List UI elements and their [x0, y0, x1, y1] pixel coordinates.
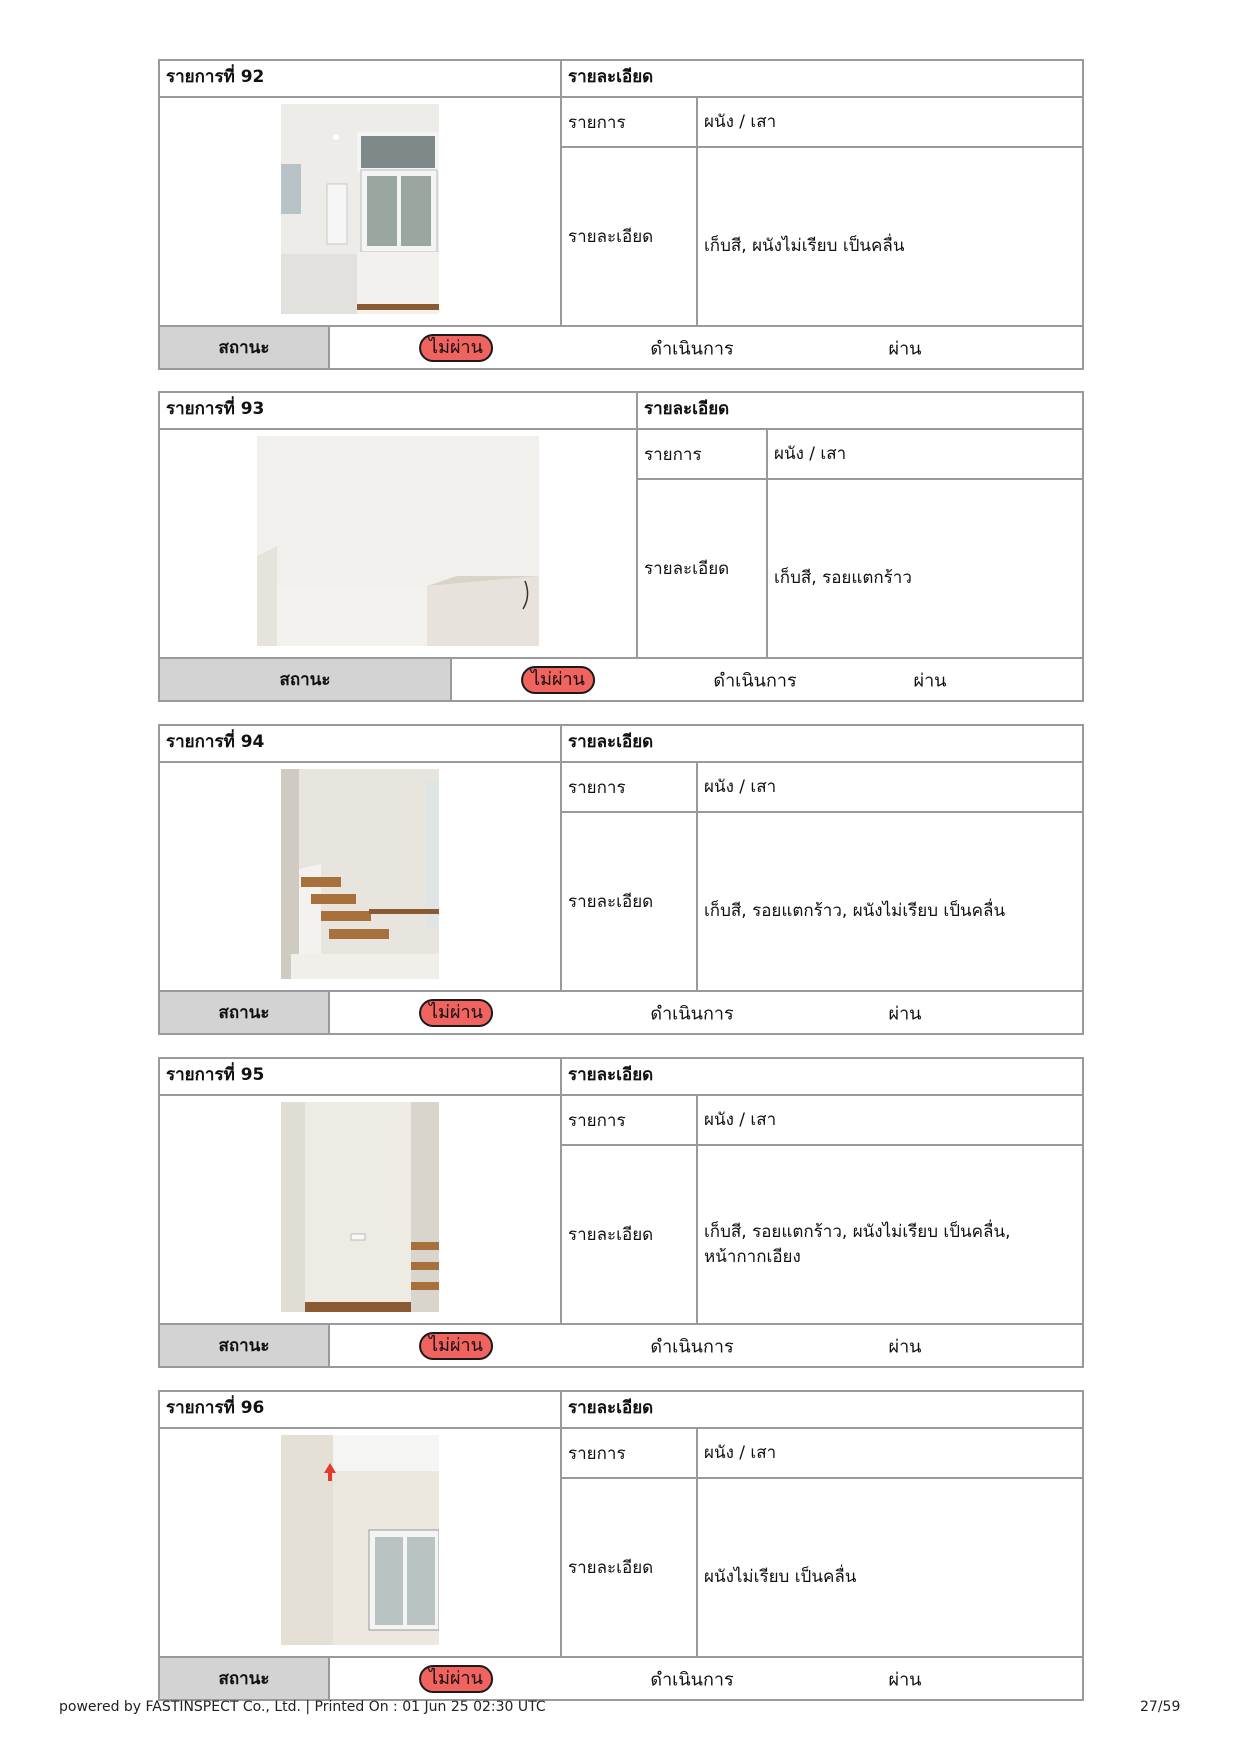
status-fail-badge[interactable]: ไม่ผ่าน [419, 999, 493, 1027]
detail-header: รายละเอียด [568, 1398, 654, 1418]
photo-cell [160, 98, 562, 325]
inspection-photo[interactable] [281, 769, 439, 979]
status-in-progress[interactable]: ดำเนินการ [650, 1669, 734, 1690]
item-value: ผนัง / เสา [704, 1442, 777, 1463]
status-pass[interactable]: ผ่าน [888, 1003, 922, 1024]
item-label: รายการ [638, 430, 768, 478]
inspection-photo[interactable] [281, 104, 439, 314]
detail-header: รายละเอียด [568, 67, 654, 87]
status-options [452, 659, 1082, 700]
item-label: รายการ [562, 98, 698, 146]
item-title: รายการที่ 95 [160, 1059, 562, 1094]
inspection-item-94 [158, 724, 1084, 1035]
status-options [330, 1658, 1082, 1699]
detail-header: รายละเอียด [568, 732, 654, 752]
status-options [330, 992, 1082, 1033]
description-value: เก็บสี, รอยแตกร้าว, ผนังไม่เรียบ เป็นคลื่น, หน้ากากเอียง [704, 1221, 1011, 1267]
item-title: รายการที่ 92 [160, 61, 562, 96]
status-fail-badge[interactable]: ไม่ผ่าน [521, 666, 595, 694]
description-value: เก็บสี, ผนังไม่เรียบ เป็นคลื่น [704, 236, 905, 256]
detail-header: รายละเอียด [644, 399, 730, 419]
inspection-item-92 [158, 59, 1084, 370]
status-pass[interactable]: ผ่าน [888, 1336, 922, 1357]
item-value: ผนัง / เสา [704, 111, 777, 132]
inspection-item-93 [158, 391, 1084, 702]
item-title: รายการที่ 96 [160, 1392, 562, 1427]
status-pass[interactable]: ผ่าน [888, 338, 922, 359]
status-label: สถานะ [160, 1658, 330, 1699]
status-label: สถานะ [160, 327, 330, 368]
description-value: เก็บสี, รอยแตกร้าว, ผนังไม่เรียบ เป็นคลื่น [704, 901, 1006, 921]
item-value: ผนัง / เสา [704, 1109, 777, 1130]
item-title: รายการที่ 94 [160, 726, 562, 761]
item-title: รายการที่ 93 [160, 393, 638, 428]
status-pass[interactable]: ผ่าน [913, 670, 947, 691]
inspection-photo[interactable] [257, 436, 539, 646]
status-options [330, 1325, 1082, 1366]
photo-cell [160, 763, 562, 990]
status-fail-badge[interactable]: ไม่ผ่าน [419, 334, 493, 362]
description-label: รายละเอียด [562, 148, 698, 325]
status-in-progress[interactable]: ดำเนินการ [650, 338, 734, 359]
inspection-item-95 [158, 1057, 1084, 1368]
item-value: ผนัง / เสา [704, 776, 777, 797]
status-label: สถานะ [160, 1325, 330, 1366]
status-fail-badge[interactable]: ไม่ผ่าน [419, 1665, 493, 1693]
description-label: รายละเอียด [562, 1479, 698, 1656]
item-label: รายการ [562, 763, 698, 811]
item-label: รายการ [562, 1096, 698, 1144]
item-value: ผนัง / เสา [774, 443, 847, 464]
description-label: รายละเอียด [638, 480, 768, 657]
description-value: เก็บสี, รอยแตกร้าว [774, 568, 912, 588]
photo-cell [160, 1096, 562, 1323]
status-fail-badge[interactable]: ไม่ผ่าน [419, 1332, 493, 1360]
status-label: สถานะ [160, 992, 330, 1033]
photo-cell [160, 1429, 562, 1656]
page-number: 27/59 [1140, 1699, 1181, 1715]
status-pass[interactable]: ผ่าน [888, 1669, 922, 1690]
inspection-photo[interactable] [281, 1102, 439, 1312]
status-in-progress[interactable]: ดำเนินการ [713, 670, 797, 691]
description-label: รายละเอียด [562, 1146, 698, 1323]
description-label: รายละเอียด [562, 813, 698, 990]
inspection-photo[interactable] [281, 1435, 439, 1645]
item-label: รายการ [562, 1429, 698, 1477]
status-in-progress[interactable]: ดำเนินการ [650, 1336, 734, 1357]
detail-header: รายละเอียด [568, 1065, 654, 1085]
photo-cell [160, 430, 638, 657]
footer-printed-info: powered by FASTINSPECT Co., Ltd. | Printed On : 01 Jun 25 02:30 UTC [59, 1699, 546, 1715]
description-value: ผนังไม่เรียบ เป็นคลื่น [704, 1567, 857, 1587]
status-in-progress[interactable]: ดำเนินการ [650, 1003, 734, 1024]
status-options [330, 327, 1082, 368]
status-label: สถานะ [160, 659, 452, 700]
inspection-item-96 [158, 1390, 1084, 1701]
